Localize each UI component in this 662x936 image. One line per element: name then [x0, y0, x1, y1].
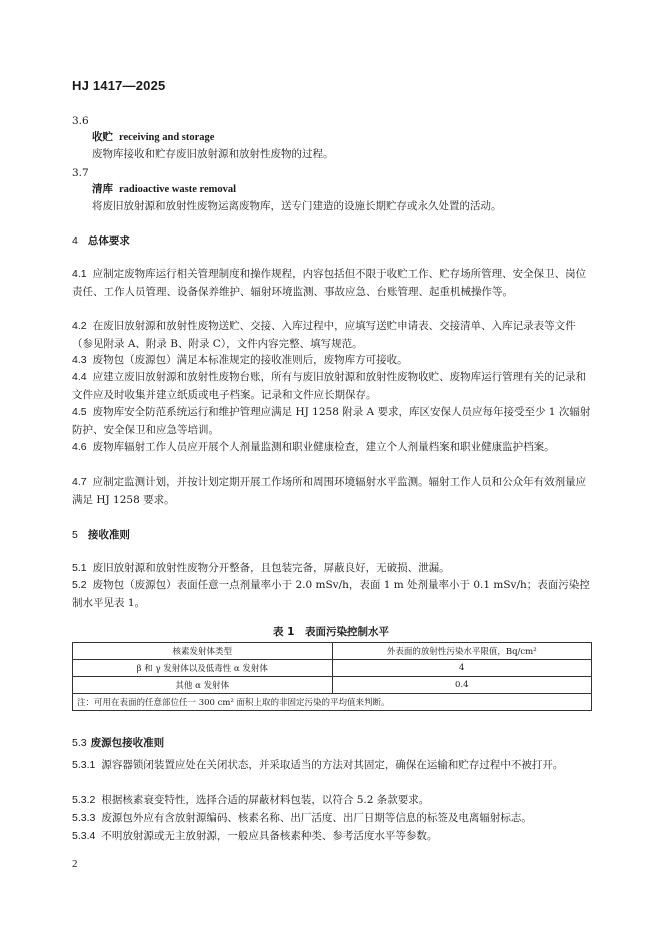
clause-paragraph	[72, 352, 592, 370]
section-number: 5.3	[72, 737, 87, 749]
page-number: 2	[72, 858, 78, 870]
table-note-row	[73, 694, 592, 711]
clause-number: 4.5	[72, 406, 87, 418]
clause-number: 4.6	[72, 441, 87, 453]
clause-paragraph	[72, 404, 592, 439]
table-header-row	[73, 643, 592, 660]
clause-number: 4.4	[72, 371, 87, 383]
clause-text: 废旧放射源和放射性废物分开整备，且包装完备，屏蔽良好，无破损、泄漏。	[92, 562, 450, 574]
clause-text: 废物库辐射工作人员应开展个人剂量监测和职业健康检查，建立个人剂量档案和职业健康监护档案。	[92, 441, 555, 453]
term-heading	[92, 182, 236, 197]
clause-text: 废源包外应有含放射源编码、核素名称、出厂活度、出厂日期等信息的标签及电离辐射标志。	[101, 812, 532, 824]
clause-paragraph	[72, 318, 592, 353]
term-definition: 废物库接收和贮存废旧放射源和放射性废物的过程。	[92, 148, 334, 160]
table-cell: 0.4	[332, 677, 592, 694]
table-caption: 表 1 表面污染控制水平	[273, 626, 389, 638]
clause-text: 应建立废旧放射源和放射性废物台账，所有与废旧放射源和放射性废物收贮、废物库运行管理有关的记录和文件应及时收集并建立纸质或电子档案。记录和文件应长期保存。	[72, 371, 587, 401]
clause-paragraph	[72, 828, 592, 846]
clause-number: 5.2	[72, 579, 87, 591]
clause-text: 废物包（废源包）表面任意一点剂量率小于 2.0 mSv/h，表面 1 m 处剂量率小于 0.1 mSv/h；表面污染控制水平见表 1。	[72, 579, 590, 609]
table-header-cell: 外表面的放射性污染水平限值，Bq/cm²	[332, 643, 592, 660]
clause-number: 5.3.3	[72, 812, 96, 824]
clause-number: 3.7	[72, 167, 89, 179]
term-heading	[92, 130, 214, 145]
section-number: 4	[72, 235, 78, 247]
clause-paragraph	[72, 369, 592, 404]
surface-contamination-table	[72, 642, 592, 711]
subsection-heading	[72, 736, 164, 750]
clause-paragraph	[72, 439, 592, 457]
clause-paragraph	[72, 577, 592, 612]
section-title: 总体要求	[87, 235, 130, 247]
term-english: radioactive waste removal	[119, 184, 237, 195]
clause-number: 4.1	[72, 268, 87, 280]
clause-text: 应制定废物库运行相关管理制度和操作规程，内容包括但不限于收贮工作、贮存场所管理、安全保卫、岗位责任、工作人员管理、设备保养维护、辐射环境监测、事故应急、台账管理、起重机械操作等。	[72, 268, 587, 298]
clause-paragraph	[72, 810, 592, 828]
term-english: receiving and storage	[119, 132, 215, 143]
clause-number: 4.3	[72, 354, 87, 366]
clause-number: 4.2	[72, 320, 87, 332]
clause-number: 5.3.2	[72, 794, 96, 806]
clause-number: 5.3.4	[72, 830, 96, 842]
document-header: HJ 1417—2025	[72, 78, 166, 93]
clause-text: 在废旧放射源和放射性废物送贮、交接、入库过程中，应填写送贮申请表、交接清单、入库记录表等文件（参见附录 A、附录 B、附录 C），文件内容完整、填写规范。	[72, 320, 576, 350]
table-cell: 4	[332, 660, 592, 677]
clause-paragraph	[72, 757, 592, 775]
section-title: 接收准则	[87, 529, 130, 541]
clause-paragraph	[72, 474, 592, 509]
clause-text: 不明放射源或无主放射源，一般应具备核素种类、参考活度水平等参数。	[101, 830, 438, 842]
clause-paragraph	[72, 266, 592, 301]
clause-text: 废物库安全防范系统运行和维护管理应满足 HJ 1258 附录 A 要求，库区安保人员应每年接受至少 1 次辐射防护、安全保卫和应急等培训。	[72, 406, 591, 436]
section-number: 5	[72, 529, 78, 541]
section-title: 废源包接收准则	[90, 737, 165, 749]
term-definition: 将废旧放射源和放射性废物运离废物库，送专门建造的设施长期贮存或永久处置的活动。	[92, 200, 502, 212]
table-row	[73, 677, 592, 694]
table-note: 注：可用在表面的任意部位任一 300 cm² 面积上取的非固定污染的平均值来判断。	[73, 694, 592, 711]
section-heading	[72, 234, 130, 248]
clause-text: 根据核素衰变特性，选择合适的屏蔽材料包装，以符合 5.2 条款要求。	[101, 794, 430, 806]
section-heading	[72, 528, 130, 542]
table-row	[73, 660, 592, 677]
clause-number: 5.3.1	[72, 759, 96, 771]
clause-paragraph	[72, 792, 592, 810]
clause-paragraph	[72, 560, 592, 578]
clause-text: 源容器锁闭装置应处在关闭状态，并采取适当的方法对其固定，确保在运输和贮存过程中不被打开。	[101, 759, 564, 771]
term-chinese: 清库	[92, 183, 113, 195]
table-cell: 其他 α 发射体	[73, 677, 333, 694]
clause-text: 应制定监测计划，并按计划定期开展工作场所和周围环境辐射水平监测。辐射工作人员和公众年有效剂量应满足 HJ 1258 要求。	[72, 476, 587, 506]
clause-text: 废物包（废源包）满足本标准规定的接收准则后，废物库方可接收。	[92, 354, 408, 366]
term-chinese: 收贮	[92, 131, 113, 143]
clause-number: 5.1	[72, 562, 87, 574]
clause-number: 4.7	[72, 476, 87, 488]
table-cell: β 和 γ 发射体以及低毒性 α 发射体	[73, 660, 333, 677]
table-header-cell: 核素发射体类型	[73, 643, 333, 660]
clause-number: 3.6	[72, 115, 89, 127]
